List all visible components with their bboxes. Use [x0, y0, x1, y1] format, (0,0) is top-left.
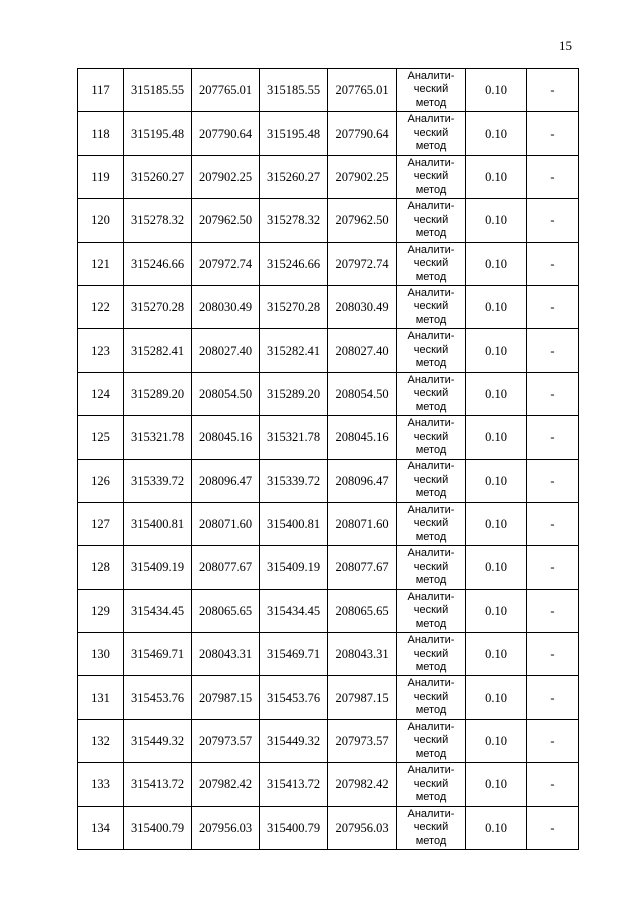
x-coordinate-new-cell: 315434.45: [260, 589, 328, 632]
method-cell: [397, 416, 466, 459]
method-text-line: ческий: [413, 517, 449, 530]
method-cell: [397, 112, 466, 155]
method-cell: [397, 155, 466, 198]
method-text-line: Аналити-: [407, 113, 455, 126]
method-text-line: метод: [415, 747, 447, 760]
table-row: [78, 112, 579, 155]
note-cell: -: [527, 589, 579, 632]
point-number-cell: 132: [78, 719, 124, 762]
method-cell: [397, 329, 466, 372]
y-coordinate-cell: 208077.67: [192, 546, 260, 589]
page-number: 15: [559, 38, 572, 53]
method-text-line: ческий: [413, 560, 449, 573]
y-coordinate-cell: 208030.49: [192, 285, 260, 328]
note-cell: -: [527, 69, 579, 112]
method-text-line: метод: [415, 834, 447, 847]
method-cell: [397, 763, 466, 806]
x-coordinate-cell: 315270.28: [124, 285, 192, 328]
method-text-line: ческий: [413, 300, 449, 313]
method-text-line: Аналити-: [407, 807, 455, 820]
method-text-line: ческий: [413, 604, 449, 617]
method-cell: [397, 719, 466, 762]
method-text-line: Аналити-: [407, 69, 455, 82]
point-number-cell: 127: [78, 502, 124, 545]
accuracy-cell: 0.10: [466, 112, 527, 155]
table-row: [78, 329, 579, 372]
x-coordinate-cell: 315413.72: [124, 763, 192, 806]
table-row: [78, 416, 579, 459]
point-number-cell: 121: [78, 242, 124, 285]
accuracy-cell: 0.10: [466, 676, 527, 719]
x-coordinate-cell: 315246.66: [124, 242, 192, 285]
y-coordinate-new-cell: 207973.57: [328, 719, 397, 762]
x-coordinate-new-cell: 315185.55: [260, 69, 328, 112]
table-row: [78, 676, 579, 719]
method-text-line: Аналити-: [407, 200, 455, 213]
x-coordinate-new-cell: 315246.66: [260, 242, 328, 285]
point-number-cell: 131: [78, 676, 124, 719]
point-number-cell: 133: [78, 763, 124, 806]
y-coordinate-cell: 207765.01: [192, 69, 260, 112]
y-coordinate-cell: 208043.31: [192, 633, 260, 676]
method-text-line: метод: [415, 617, 447, 630]
y-coordinate-cell: 208096.47: [192, 459, 260, 502]
method-text-line: Аналити-: [407, 590, 455, 603]
x-coordinate-new-cell: 315282.41: [260, 329, 328, 372]
method-text-line: ческий: [413, 777, 449, 790]
x-coordinate-new-cell: 315413.72: [260, 763, 328, 806]
accuracy-cell: 0.10: [466, 502, 527, 545]
y-coordinate-new-cell: 207790.64: [328, 112, 397, 155]
method-text-line: ческий: [413, 430, 449, 443]
x-coordinate-cell: 315339.72: [124, 459, 192, 502]
method-text-line: ческий: [413, 343, 449, 356]
accuracy-cell: 0.10: [466, 806, 527, 849]
y-coordinate-cell: 207962.50: [192, 199, 260, 242]
y-coordinate-new-cell: 208027.40: [328, 329, 397, 372]
method-cell: [397, 372, 466, 415]
x-coordinate-new-cell: 315400.81: [260, 502, 328, 545]
table-row: [78, 155, 579, 198]
table-row: [78, 806, 579, 849]
method-text-line: ческий: [413, 213, 449, 226]
method-cell: [397, 502, 466, 545]
method-text-line: метод: [415, 487, 447, 500]
accuracy-cell: 0.10: [466, 199, 527, 242]
x-coordinate-new-cell: 315469.71: [260, 633, 328, 676]
point-number-cell: 129: [78, 589, 124, 632]
x-coordinate-new-cell: 315195.48: [260, 112, 328, 155]
y-coordinate-cell: 207982.42: [192, 763, 260, 806]
x-coordinate-cell: 315282.41: [124, 329, 192, 372]
table-row: [78, 546, 579, 589]
y-coordinate-new-cell: 208045.16: [328, 416, 397, 459]
method-text-line: ческий: [413, 126, 449, 139]
note-cell: -: [527, 329, 579, 372]
y-coordinate-cell: 207972.74: [192, 242, 260, 285]
point-number-cell: 134: [78, 806, 124, 849]
x-coordinate-new-cell: 315321.78: [260, 416, 328, 459]
point-number-cell: 128: [78, 546, 124, 589]
method-cell: [397, 546, 466, 589]
table-row: [78, 589, 579, 632]
method-text-line: ческий: [413, 257, 449, 269]
y-coordinate-new-cell: 207972.74: [328, 242, 397, 285]
method-cell: [397, 806, 466, 849]
method-cell: [397, 242, 466, 285]
method-text-line: ческий: [413, 690, 449, 703]
x-coordinate-new-cell: 315339.72: [260, 459, 328, 502]
note-cell: -: [527, 372, 579, 415]
point-number-cell: 117: [78, 69, 124, 112]
note-cell: -: [527, 546, 579, 589]
x-coordinate-cell: 315453.76: [124, 676, 192, 719]
table-row: [78, 285, 579, 328]
x-coordinate-cell: 315400.81: [124, 502, 192, 545]
y-coordinate-new-cell: 207902.25: [328, 155, 397, 198]
y-coordinate-new-cell: 207962.50: [328, 199, 397, 242]
method-text-line: Аналити-: [407, 373, 455, 386]
method-text-line: метод: [415, 140, 447, 153]
method-cell: [397, 633, 466, 676]
method-text-line: ческий: [413, 170, 449, 183]
y-coordinate-new-cell: 208096.47: [328, 459, 397, 502]
y-coordinate-new-cell: 207982.42: [328, 763, 397, 806]
point-number-cell: 123: [78, 329, 124, 372]
x-coordinate-cell: 315260.27: [124, 155, 192, 198]
note-cell: -: [527, 155, 579, 198]
accuracy-cell: 0.10: [466, 155, 527, 198]
x-coordinate-cell: 315289.20: [124, 372, 192, 415]
method-cell: [397, 285, 466, 328]
note-cell: -: [527, 633, 579, 676]
method-cell: [397, 589, 466, 632]
x-coordinate-cell: 315195.48: [124, 112, 192, 155]
note-cell: -: [527, 112, 579, 155]
x-coordinate-cell: 315278.32: [124, 199, 192, 242]
method-text-line: Аналити-: [407, 330, 455, 343]
accuracy-cell: 0.10: [466, 589, 527, 632]
method-text-line: ческий: [413, 821, 449, 834]
method-text-line: ческий: [413, 647, 449, 660]
method-text-line: Аналити-: [407, 634, 455, 647]
table-row: [78, 69, 579, 112]
y-coordinate-new-cell: 207765.01: [328, 69, 397, 112]
note-cell: -: [527, 285, 579, 328]
accuracy-cell: 0.10: [466, 633, 527, 676]
y-coordinate-new-cell: 208071.60: [328, 502, 397, 545]
note-cell: -: [527, 242, 579, 285]
point-number-cell: 118: [78, 112, 124, 155]
point-number-cell: 124: [78, 372, 124, 415]
method-text-line: Аналити-: [407, 720, 455, 733]
method-cell: [397, 69, 466, 112]
note-cell: -: [527, 806, 579, 849]
method-text-line: ческий: [413, 473, 449, 486]
table-row: [78, 199, 579, 242]
table-row: [78, 459, 579, 502]
accuracy-cell: 0.10: [466, 69, 527, 112]
x-coordinate-new-cell: 315400.79: [260, 806, 328, 849]
x-coordinate-new-cell: 315289.20: [260, 372, 328, 415]
method-text-line: метод: [415, 313, 447, 326]
y-coordinate-new-cell: 208065.65: [328, 589, 397, 632]
accuracy-cell: 0.10: [466, 459, 527, 502]
method-cell: [397, 459, 466, 502]
method-text-line: Аналити-: [407, 156, 455, 169]
method-text-line: метод: [415, 444, 447, 457]
method-text-line: Аналити-: [407, 547, 455, 560]
table-row: [78, 372, 579, 415]
accuracy-cell: 0.10: [466, 372, 527, 415]
method-text-line: ческий: [413, 387, 449, 400]
y-coordinate-new-cell: 208077.67: [328, 546, 397, 589]
x-coordinate-cell: 315400.79: [124, 806, 192, 849]
method-text-line: метод: [415, 96, 447, 109]
y-coordinate-cell: 207790.64: [192, 112, 260, 155]
table-row: [78, 502, 579, 545]
method-text-line: метод: [415, 661, 447, 674]
method-text-line: Аналити-: [407, 764, 455, 777]
x-coordinate-cell: 315409.19: [124, 546, 192, 589]
x-coordinate-new-cell: 315453.76: [260, 676, 328, 719]
y-coordinate-new-cell: 208054.50: [328, 372, 397, 415]
accuracy-cell: 0.10: [466, 285, 527, 328]
method-text-line: Аналити-: [407, 286, 455, 299]
point-number-cell: 130: [78, 633, 124, 676]
y-coordinate-cell: 207956.03: [192, 806, 260, 849]
y-coordinate-cell: 208027.40: [192, 329, 260, 372]
table-row: [78, 633, 579, 676]
method-text-line: метод: [415, 400, 447, 413]
method-cell: [397, 199, 466, 242]
point-number-cell: 122: [78, 285, 124, 328]
y-coordinate-new-cell: 207956.03: [328, 806, 397, 849]
method-text-line: Аналити-: [407, 243, 455, 256]
accuracy-cell: 0.10: [466, 719, 527, 762]
x-coordinate-new-cell: 315260.27: [260, 155, 328, 198]
method-text-line: Аналити-: [407, 417, 455, 430]
point-number-cell: 126: [78, 459, 124, 502]
x-coordinate-new-cell: 315278.32: [260, 199, 328, 242]
x-coordinate-cell: 315469.71: [124, 633, 192, 676]
y-coordinate-new-cell: 208030.49: [328, 285, 397, 328]
method-text-line: метод: [415, 227, 447, 240]
y-coordinate-new-cell: 208043.31: [328, 633, 397, 676]
y-coordinate-new-cell: 207987.15: [328, 676, 397, 719]
y-coordinate-cell: 207973.57: [192, 719, 260, 762]
method-text-line: метод: [415, 530, 447, 543]
point-number-cell: 120: [78, 199, 124, 242]
accuracy-cell: 0.10: [466, 546, 527, 589]
point-number-cell: 119: [78, 155, 124, 198]
x-coordinate-new-cell: 315449.32: [260, 719, 328, 762]
note-cell: -: [527, 763, 579, 806]
table-row: [78, 719, 579, 762]
coordinates-table: [77, 68, 579, 850]
note-cell: -: [527, 502, 579, 545]
method-text-line: Аналити-: [407, 503, 455, 516]
method-text-line: ческий: [413, 734, 449, 747]
x-coordinate-cell: 315185.55: [124, 69, 192, 112]
note-cell: -: [527, 719, 579, 762]
y-coordinate-cell: 208065.65: [192, 589, 260, 632]
point-number-cell: 125: [78, 416, 124, 459]
accuracy-cell: 0.10: [466, 242, 527, 285]
x-coordinate-new-cell: 315270.28: [260, 285, 328, 328]
coordinates-table-body: [78, 69, 579, 850]
accuracy-cell: 0.10: [466, 416, 527, 459]
method-text-line: Аналити-: [407, 460, 455, 473]
method-text-line: метод: [415, 270, 447, 283]
y-coordinate-cell: 208054.50: [192, 372, 260, 415]
table-row: [78, 763, 579, 806]
method-text-line: ческий: [413, 83, 449, 96]
x-coordinate-cell: 315434.45: [124, 589, 192, 632]
method-text-line: Аналити-: [407, 677, 455, 690]
method-text-line: метод: [415, 357, 447, 370]
x-coordinate-cell: 315321.78: [124, 416, 192, 459]
method-text-line: метод: [415, 574, 447, 587]
table-row: [78, 242, 579, 285]
method-text-line: метод: [415, 183, 447, 196]
y-coordinate-cell: 207902.25: [192, 155, 260, 198]
note-cell: -: [527, 459, 579, 502]
accuracy-cell: 0.10: [466, 329, 527, 372]
x-coordinate-cell: 315449.32: [124, 719, 192, 762]
note-cell: -: [527, 416, 579, 459]
note-cell: -: [527, 199, 579, 242]
accuracy-cell: 0.10: [466, 763, 527, 806]
y-coordinate-cell: 208045.16: [192, 416, 260, 459]
note-cell: -: [527, 676, 579, 719]
y-coordinate-cell: 208071.60: [192, 502, 260, 545]
method-cell: [397, 676, 466, 719]
method-text-line: метод: [415, 704, 447, 717]
y-coordinate-cell: 207987.15: [192, 676, 260, 719]
method-text-line: метод: [415, 791, 447, 804]
x-coordinate-new-cell: 315409.19: [260, 546, 328, 589]
